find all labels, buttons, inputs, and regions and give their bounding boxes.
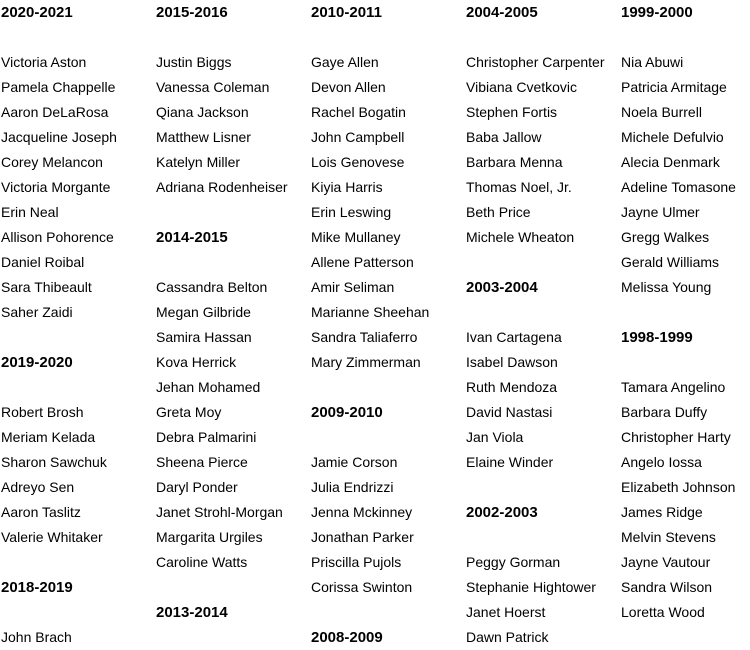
honoree-name: Daniel Roibal [1, 254, 85, 270]
honoree-name: Matthew Lisner [156, 129, 251, 145]
honoree-name: Mike Mullaney [311, 229, 401, 245]
honoree-name: Erin Neal [1, 204, 59, 220]
honoree-name: Adeline Tomasone [621, 179, 736, 195]
honoree-name: Megan Gilbride [156, 304, 251, 320]
spacer [466, 250, 621, 275]
year-heading: 2020-2021 [1, 4, 73, 21]
honoree-name: Nia Abuwi [621, 54, 684, 70]
honoree-name: Katelyn Miller [156, 154, 241, 170]
honoree-name: Jacqueline Joseph [1, 129, 117, 145]
honoree-name: Julia Endrizzi [311, 479, 394, 495]
honoree-name: Caroline Watts [156, 554, 248, 570]
honoree-name: John Brach [1, 629, 72, 645]
honoree-name: Sharon Sawchuk [1, 454, 107, 470]
honoree-name: Stephanie Hightower [466, 579, 596, 595]
honoree-name: Michele Wheaton [466, 229, 575, 245]
year-heading: 2008-2009 [311, 629, 383, 646]
honoree-name: Elizabeth Johnson [621, 479, 736, 495]
year-column [1, 0, 156, 650]
year-heading: 2013-2014 [156, 604, 228, 621]
spacer [156, 25, 311, 50]
honoree-name: Patricia Armitage [621, 79, 727, 95]
honoree-name: Aaron Taslitz [1, 504, 81, 520]
honoree-name: Victoria Morgante [1, 179, 111, 195]
honoree-name: James Ridge [621, 504, 703, 520]
honoree-name: Saher Zaidi [1, 304, 73, 320]
honoree-name: Allene Patterson [311, 254, 414, 270]
honoree-name: Marianne Sheehan [311, 304, 430, 320]
year-column [466, 0, 621, 650]
honoree-name: Meriam Kelada [1, 429, 96, 445]
honoree-name: Dawn Patrick [466, 629, 549, 645]
honoree-name: Christopher Harty [621, 429, 731, 445]
honoree-name: Mary Zimmerman [311, 354, 421, 370]
honoree-name: Debra Palmarini [156, 429, 257, 445]
spacer [466, 525, 621, 550]
honoree-name: Beth Price [466, 204, 531, 220]
honoree-name: Valerie Whitaker [1, 529, 103, 545]
spacer [621, 25, 750, 50]
year-column [621, 0, 750, 625]
honoree-name: Greta Moy [156, 404, 222, 420]
year-heading: 2015-2016 [156, 4, 228, 21]
spacer [156, 200, 311, 225]
honoree-name: Sandra Taliaferro [311, 329, 418, 345]
year-heading: 1999-2000 [621, 4, 693, 21]
spacer [1, 25, 156, 50]
year-heading: 2018-2019 [1, 579, 73, 596]
honoree-name: Jayne Vautour [621, 554, 711, 570]
honoree-name: Corissa Swinton [311, 579, 413, 595]
spacer [466, 300, 621, 325]
honoree-name: Kiyia Harris [311, 179, 383, 195]
year-heading: 2019-2020 [1, 354, 73, 371]
honoree-name: Aaron DeLaRosa [1, 104, 109, 120]
honoree-name: Cassandra Belton [156, 279, 268, 295]
year-heading: 1998-1999 [621, 329, 693, 346]
year-heading: 2010-2011 [311, 4, 382, 21]
honoree-name: John Campbell [311, 129, 405, 145]
honoree-name: Qiana Jackson [156, 104, 249, 120]
honoree-name: Pamela Chappelle [1, 79, 116, 95]
honoree-name: Alecia Denmark [621, 154, 720, 170]
honoree-name: Angelo Iossa [621, 454, 702, 470]
honoree-name: Michele Defulvio [621, 129, 724, 145]
year-heading: 2003-2004 [466, 279, 538, 296]
honoree-name: Ruth Mendoza [466, 379, 558, 395]
spacer [156, 250, 311, 275]
year-column [311, 0, 466, 650]
honoree-name: David Nastasi [466, 404, 553, 420]
honoree-name: Tamara Angelino [621, 379, 726, 395]
spacer [621, 350, 750, 375]
spacer [466, 475, 621, 500]
spacer [311, 375, 466, 400]
honoree-name: Lois Genovese [311, 154, 405, 170]
spacer [1, 550, 156, 575]
honoree-name: Barbara Menna [466, 154, 563, 170]
honoree-name: Victoria Aston [1, 54, 87, 70]
honoree-name: Adriana Rodenheiser [156, 179, 288, 195]
honoree-name: Rachel Bogatin [311, 104, 406, 120]
honoree-name: Stephen Fortis [466, 104, 558, 120]
honoree-name: Daryl Ponder [156, 479, 238, 495]
honoree-name: Devon Allen [311, 79, 386, 95]
honoree-name: Allison Pohorence [1, 229, 114, 245]
honoree-name: Jamie Corson [311, 454, 398, 470]
honoree-name: Ivan Cartagena [466, 329, 562, 345]
honoree-name: Gaye Allen [311, 54, 379, 70]
honoree-name: Melvin Stevens [621, 529, 716, 545]
honoree-name: Samira Hassan [156, 329, 252, 345]
honoree-name: Jayne Ulmer [621, 204, 700, 220]
honoree-name: Jonathan Parker [311, 529, 414, 545]
honoree-name: Robert Brosh [1, 404, 84, 420]
honoree-name: Jenna Mckinney [311, 504, 413, 520]
honoree-name: Elaine Winder [466, 454, 554, 470]
year-column [156, 0, 311, 625]
honoree-name: Jan Viola [466, 429, 524, 445]
honoree-name: Sara Thibeault [1, 279, 92, 295]
honoree-name: Justin Biggs [156, 54, 232, 70]
honoree-name: Gregg Walkes [621, 229, 710, 245]
year-heading: 2014-2015 [156, 229, 228, 246]
honoree-name: Gerald Williams [621, 254, 720, 270]
spacer [466, 25, 621, 50]
honoree-name: Jehan Mohamed [156, 379, 261, 395]
honoree-name: Amir Seliman [311, 279, 395, 295]
honoree-name: Loretta Wood [621, 604, 705, 620]
honoree-name: Noela Burrell [621, 104, 702, 120]
honoree-name: Barbara Duffy [621, 404, 708, 420]
year-heading: 2009-2010 [311, 404, 383, 421]
spacer [1, 325, 156, 350]
honoree-name: Erin Leswing [311, 204, 392, 220]
honoree-name: Melissa Young [621, 279, 712, 295]
honoree-name: Vanessa Coleman [156, 79, 270, 95]
honoree-name: Thomas Noel, Jr. [466, 179, 572, 195]
honoree-name: Peggy Gorman [466, 554, 561, 570]
honoree-name: Baba Jallow [466, 129, 542, 145]
honoree-name: Adreyo Sen [1, 479, 75, 495]
honoree-name: Isabel Dawson [466, 354, 558, 370]
honoree-name: Vibiana Cvetkovic [466, 79, 578, 95]
honoree-name: Corey Melancon [1, 154, 103, 170]
honoree-name: Christopher Carpenter [466, 54, 605, 70]
spacer [1, 600, 156, 625]
spacer [311, 600, 466, 625]
spacer [156, 575, 311, 600]
honoree-name: Janet Hoerst [466, 604, 546, 620]
spacer [1, 375, 156, 400]
spacer [621, 300, 750, 325]
honoree-name: Priscilla Pujols [311, 554, 402, 570]
spacer [311, 25, 466, 50]
honoree-name: Sheena Pierce [156, 454, 248, 470]
honoree-name: Margarita Urgiles [156, 529, 263, 545]
spacer [311, 425, 466, 450]
year-heading: 2002-2003 [466, 504, 538, 521]
honoree-name: Janet Strohl-Morgan [156, 504, 283, 520]
honoree-name: Sandra Wilson [621, 579, 713, 595]
year-heading: 2004-2005 [466, 4, 538, 21]
honoree-name: Kova Herrick [156, 354, 237, 370]
